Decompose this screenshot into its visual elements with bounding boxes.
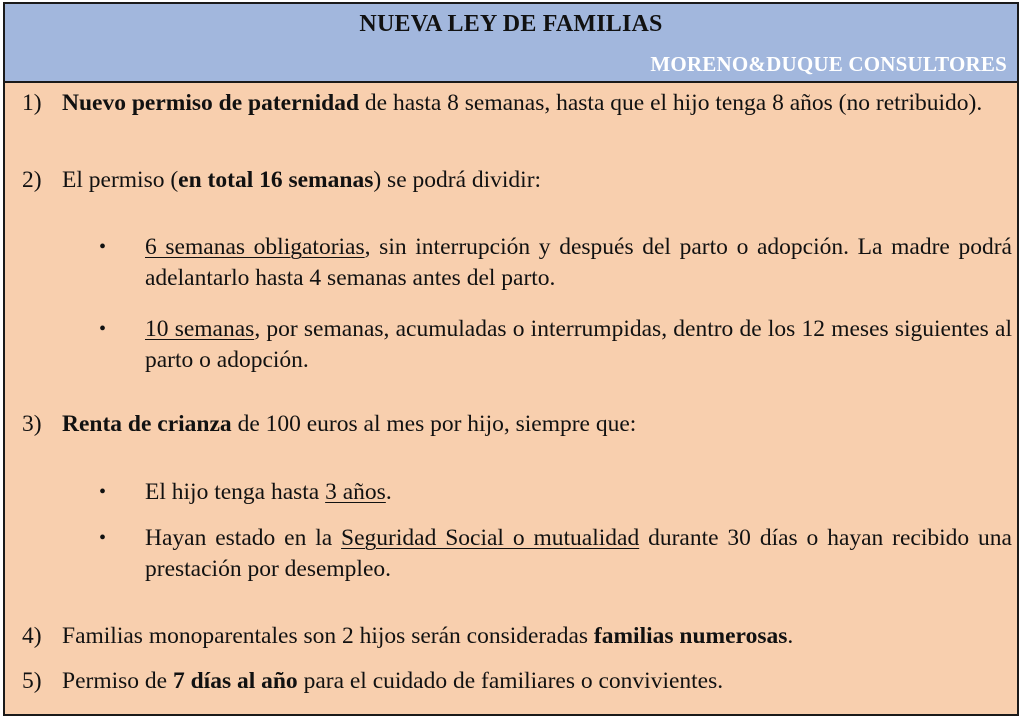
list-item-2: [22, 165, 1012, 196]
item-bold: Renta de crianza: [62, 411, 232, 437]
item-rest: para el cuidado de familiares o convivientes.: [297, 668, 724, 694]
item-pre: Familias monoparentales son 2 hijos serán consideradas: [62, 623, 594, 649]
bullet-rest: , sin interrupción y después del parto o adopción. La madre podrá adelantarlo hasta 4 semanas antes del parto.: [145, 234, 1012, 291]
bullet-icon: •: [99, 318, 107, 340]
underlined-text: 6 semanas obligatorias: [145, 234, 365, 260]
item-rest: .: [787, 623, 794, 649]
item-rest: de 100 euros al mes por hijo, siempre que:: [231, 411, 637, 437]
bullet-text: [145, 314, 1012, 376]
bullet-rest: durante 30 días o hayan recibido una prestación por desempleo.: [145, 525, 1012, 582]
header-bar: [5, 4, 1017, 83]
item-number: 4): [22, 623, 42, 649]
bullet-text: [145, 477, 1012, 508]
list-item-3: [22, 409, 1012, 440]
company-name: MORENO&DUQUE CONSULTORES: [650, 52, 1007, 76]
list-item-1: [22, 88, 1012, 119]
item-number: 5): [22, 668, 42, 694]
item-text: [62, 666, 1012, 697]
bullet-rest: .: [385, 479, 392, 505]
bullet-rest: , por semanas, acumuladas o interrumpidas, dentro de los 12 meses siguientes al parto o adopción.: [145, 316, 1012, 373]
list-item-5: [22, 666, 1012, 697]
underlined-text: 10 semanas: [145, 316, 255, 342]
item-bold: familias numerosas: [593, 623, 788, 649]
item-pre: Permiso de: [62, 668, 173, 694]
bullet-text: [145, 523, 1012, 585]
bullet-text: [145, 232, 1012, 294]
item-text: [62, 621, 1012, 652]
item-rest: ) se podrá dividir:: [373, 167, 542, 193]
bullet-pre: Hayan estado en la: [145, 525, 342, 551]
item-number: 2): [22, 167, 42, 193]
page-title: NUEVA LEY DE FAMILIAS: [359, 11, 663, 37]
bullet-item: [99, 314, 1012, 376]
item-bold: Nuevo permiso de paternidad: [62, 90, 360, 116]
item-number: 3): [22, 411, 42, 437]
underlined-text: 3 años: [325, 479, 386, 505]
bullet-item: [99, 523, 1012, 585]
document-panel: [3, 2, 1019, 716]
bullet-icon: •: [99, 236, 107, 258]
item-number: 1): [22, 90, 42, 116]
bullet-icon: •: [99, 481, 107, 503]
item-pre: El permiso (: [62, 167, 179, 193]
item-text: [62, 409, 1012, 440]
item-text: [62, 165, 1012, 196]
item-text: [62, 88, 1012, 119]
bullet-icon: •: [99, 527, 107, 549]
item-rest: de hasta 8 semanas, hasta que el hijo tenga 8 años (no retribuido).: [359, 90, 983, 116]
bullet-item: [99, 477, 1012, 508]
underlined-text: Seguridad Social o mutualidad: [341, 525, 640, 551]
bullet-item: [99, 232, 1012, 294]
item-bold: 7 días al año: [172, 668, 298, 694]
bullet-pre: El hijo tenga hasta: [145, 479, 326, 505]
list-item-4: [22, 621, 1012, 652]
item-bold: en total 16 semanas: [178, 167, 374, 193]
